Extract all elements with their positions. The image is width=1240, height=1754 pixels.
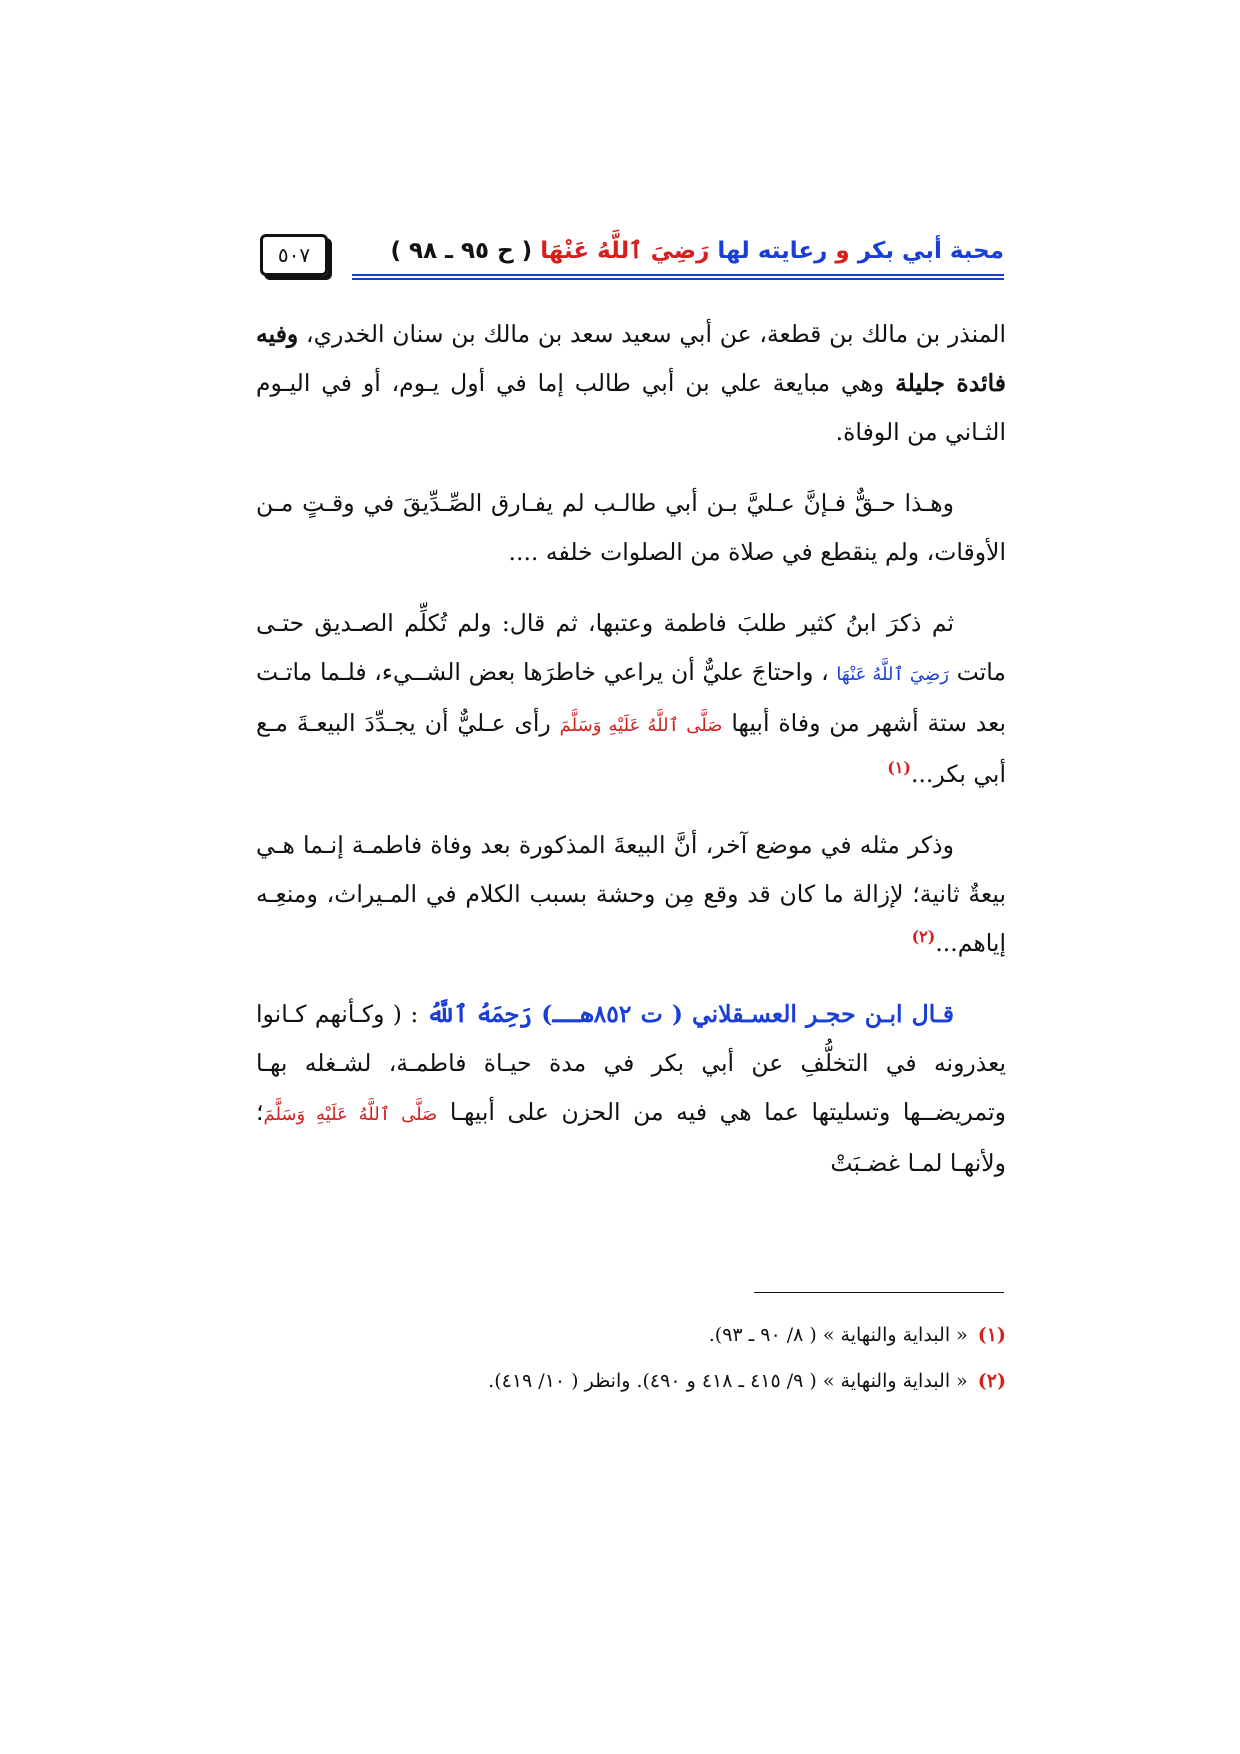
paragraph-5-text-b: ؛ ولأنهـا لمـا غضـبَتْ (256, 1098, 1006, 1177)
paragraph-1-text-a: المنذر بن مالك بن قطعة، عن أبي سعيد سعد بن مالك بن سنان الخدري، (298, 320, 1006, 348)
body-text (256, 310, 1006, 1210)
header-hadith-ref: ( ح ٩٥ ـ ٩٨ ) (390, 238, 533, 264)
running-header (260, 236, 1004, 282)
footnote-2-number: (٢) (977, 1370, 1006, 1392)
paragraph-1 (256, 310, 1006, 457)
header-title-part2: و (835, 238, 850, 264)
footnote-2-text: « البداية والنهاية » ( ٩/ ٤١٥ ـ ٤١٨ و ٤٩٠). وانظر ( ١٠/ ٤١٩). (488, 1370, 968, 1392)
paragraph-5-honorific: صَلَّى ٱللَّهُ عَلَيْهِ وَسَلَّمَ (263, 1104, 438, 1125)
footnote-mark-1[interactable]: (١) (887, 758, 911, 778)
page-number: ٥٠٧ (260, 234, 328, 276)
header-rule (352, 274, 1004, 280)
footnote-1 (256, 1312, 1006, 1358)
header-title-part1: محبة أبي بكر (857, 238, 1004, 264)
paragraph-5-heading: قـال ابـن حجـر العسـقلاني ( ت ٨٥٢هــ) رَحِمَهُ ٱللَّهُ (426, 1000, 954, 1028)
footnote-2 (256, 1358, 1006, 1404)
paragraph-5 (256, 990, 1006, 1188)
header-title-part3: رعايته لها (717, 238, 828, 264)
footnote-mark-2[interactable]: (٢) (911, 927, 936, 947)
paragraph-2 (256, 479, 1006, 577)
footnote-1-number: (١) (977, 1324, 1006, 1346)
header-title (391, 236, 1004, 266)
paragraph-4-text: وذكر مثله في موضع آخر، أنَّ البيعةَ المذكورة بعد وفاة فاطمـة إنـما هـي بيعةٌ ثانية؛ لإزالة ما كان قد وقع مِن وحشة بسبب الكلام في المـيراث، ومنعِـه إياهم... (256, 831, 1006, 957)
paragraph-3-honorific-a: رَضِيَ ٱللَّهُ عَنْهَا (836, 664, 949, 685)
footnote-separator (754, 1292, 1004, 1293)
header-honorific: رَضِيَ ٱللَّهُ عَنْهَا (540, 238, 710, 264)
paragraph-3-text-a: ثم ذكرَ ابنُ كثير طلبَ فاطمة وعتبها، ثم قال: ولم تُكلِّم الصـديق حتـى ماتت (256, 609, 1006, 686)
paragraph-1-bold: وفيه فائدة جليلة (256, 320, 1006, 397)
paragraph-1-text-b: وهي مبايعة علي بن أبي طالب إما في أول يـوم، أو في اليـوم الثـاني من الوفاة. (256, 369, 1006, 446)
footnote-1-text: « البداية والنهاية » ( ٨/ ٩٠ ـ ٩٣). (708, 1324, 968, 1346)
paragraph-5-text-a: : ( وكـأنهم كـانوا يعذرونه في التخلُّفِ عن أبي بكر في مدة حيـاة فاطمـة، لشـغله بهـا وتمريضــها وتسليتها عما هي فيه من الحزن على أبيهـا (256, 1000, 1007, 1126)
paragraph-2-text: وهـذا حـقٌّ فـإنَّ عـليَّ بـن أبي طالـب لم يفـارق الصِّـدِّيقَ في وقـتٍ مـن الأوقات، ولم ينقطع في صلاة من الصلوات خلفه .... (256, 489, 1006, 566)
paragraph-3-text-c: رأى عـليٌّ أن يجـدِّدَ البيعـةَ مـع أبي بكر... (256, 709, 1006, 788)
paragraph-3-honorific-b: صَلَّى ٱللَّهُ عَلَيْهِ وَسَلَّمَ (559, 715, 723, 736)
paragraph-3 (256, 599, 1006, 799)
paragraph-4 (256, 821, 1006, 968)
footnotes (256, 1312, 1006, 1404)
paragraph-3-text-b: ، واحتاجَ عليٌّ أن يراعي خاطرَها بعض الشــيء، فلـما ماتـت بعد ستة أشهر من وفاة أبيها (256, 658, 1007, 737)
